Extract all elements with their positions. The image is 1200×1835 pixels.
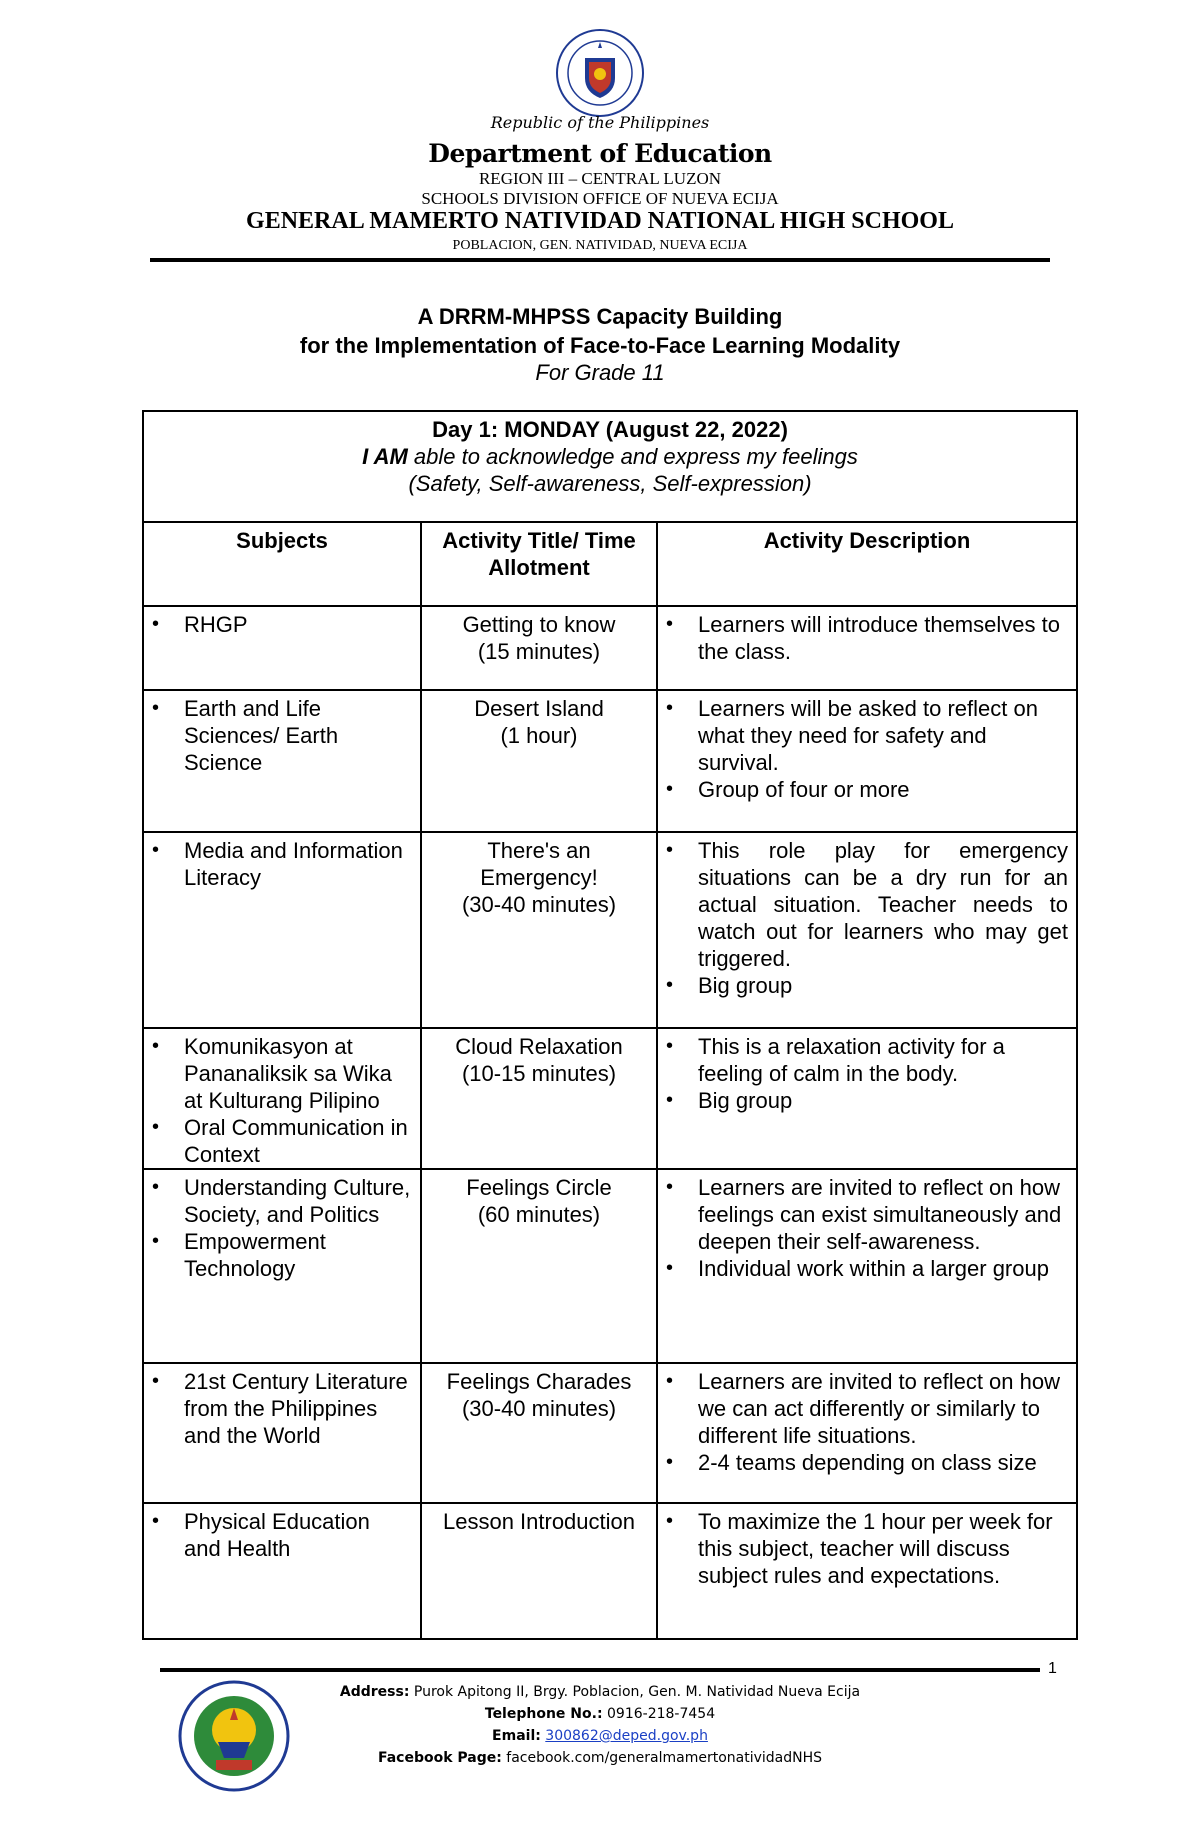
footer-email — [300, 1728, 900, 1744]
subjects-cell — [143, 1363, 421, 1503]
document-title: A DRRM-MHPSS Capacity Building — [417, 304, 783, 329]
activity-cell — [421, 1169, 657, 1363]
table-row — [143, 1363, 1077, 1503]
activity-time: (60 minutes) — [477, 1202, 601, 1227]
activity-title: Desert Island — [474, 696, 604, 721]
day-theme-emphasis: I AM — [362, 444, 408, 469]
footer-address — [300, 1684, 900, 1700]
description-cell — [657, 606, 1077, 690]
description-item: • Learners are invited to reflect on how feelings can exist simultaneously and deepen their self-awareness. — [658, 1174, 1068, 1255]
subjects-cell — [143, 1028, 421, 1169]
department-heading: Department of Education — [428, 139, 772, 168]
activity-cell — [421, 1363, 657, 1503]
subjects-cell — [143, 832, 421, 1028]
table-row — [143, 832, 1077, 1028]
column-header-description: Activity Description — [657, 522, 1077, 606]
republic-heading: Republic of the Philippines — [490, 113, 710, 132]
deped-seal-logo — [555, 28, 645, 118]
header-divider — [150, 258, 1050, 262]
subject-item: • Empowerment Technology — [144, 1228, 412, 1282]
day-header-row — [143, 411, 1077, 522]
document-subtitle: for the Implementation of Face-to-Face Learning Modality — [299, 333, 901, 358]
description-item: • Learners will introduce themselves to the class. — [658, 611, 1068, 665]
email-link[interactable]: 300862@deped.gov.ph — [545, 1728, 708, 1744]
division-heading: SCHOOLS DIVISION OFFICE OF NUEVA ECIJA — [421, 189, 779, 208]
subjects-cell — [143, 690, 421, 832]
description-cell — [657, 1503, 1077, 1639]
description-item: • Learners are invited to reflect on how we can act differently or similarly to different life situations. — [658, 1368, 1068, 1449]
activity-time: (30-40 minutes) — [461, 1396, 617, 1421]
subjects-cell — [143, 606, 421, 690]
column-header-row — [143, 522, 1077, 606]
subject-item: • Komunikasyon at Pananaliksik sa Wika at Kulturang Pilipino — [144, 1033, 412, 1114]
description-item: • This role play for emergency situations can be a dry run for an actual situation. Teacher needs to watch out for learners who may get triggered. — [658, 837, 1068, 972]
activity-cell — [421, 1028, 657, 1169]
table-row — [143, 1028, 1077, 1169]
description-item: • This is a relaxation activity for a feeling of calm in the body. — [658, 1033, 1068, 1087]
description-cell — [657, 1028, 1077, 1169]
activity-time: (15 minutes) — [477, 639, 601, 664]
activity-cell — [421, 690, 657, 832]
region-heading: REGION III – CENTRAL LUZON — [478, 169, 722, 188]
description-item: • Big group — [658, 1087, 1068, 1114]
facebook-label: Facebook Page: — [377, 1750, 502, 1766]
subject-item: • Media and Information Literacy — [144, 837, 412, 891]
activity-title: Lesson Introduction — [442, 1509, 636, 1534]
day-values: (Safety, Self-awareness, Self-expression) — [408, 471, 812, 496]
description-item: • Big group — [658, 972, 1068, 999]
description-item: • 2-4 teams depending on class size — [658, 1449, 1068, 1476]
subjects-cell — [143, 1503, 421, 1639]
activity-time: (30-40 minutes) — [461, 892, 617, 917]
activity-time: (10-15 minutes) — [461, 1061, 617, 1086]
school-logo — [178, 1680, 290, 1792]
school-name: GENERAL MAMERTO NATIVIDAD NATIONAL HIGH SCHOOL — [246, 208, 954, 234]
column-header-subjects: Subjects — [143, 522, 421, 606]
column-header-activity: Activity Title/ Time Allotment — [421, 522, 657, 606]
table-row — [143, 1169, 1077, 1363]
subject-item: • Understanding Culture, Society, and Politics — [144, 1174, 412, 1228]
table-row — [143, 606, 1077, 690]
page-number: 1 — [1048, 1660, 1057, 1677]
activity-cell — [421, 1503, 657, 1639]
description-cell — [657, 1363, 1077, 1503]
activity-title: Feelings Charades — [446, 1369, 632, 1394]
email-label: Email: — [492, 1728, 541, 1744]
school-location: POBLACION, GEN. NATIVIDAD, NUEVA ECIJA — [452, 238, 748, 253]
description-item: • Individual work within a larger group — [658, 1255, 1068, 1282]
activity-time: (1 hour) — [500, 723, 578, 748]
footer-facebook — [300, 1750, 900, 1766]
schedule-table — [142, 410, 1078, 1640]
footer-telephone — [300, 1706, 900, 1722]
activity-title: Getting to know — [462, 612, 616, 637]
description-cell — [657, 690, 1077, 832]
day-title: Day 1: MONDAY (August 22, 2022) — [432, 417, 788, 442]
subject-item: • 21st Century Literature from the Philippines and the World — [144, 1368, 412, 1449]
address-label: Address: — [339, 1684, 410, 1700]
table-row — [143, 690, 1077, 832]
subject-item: • RHGP — [144, 611, 412, 638]
day-theme — [144, 443, 1076, 470]
footer-divider — [160, 1668, 1040, 1672]
description-item: • Learners will be asked to reflect on what they need for safety and survival. — [658, 695, 1068, 776]
table-row — [143, 1503, 1077, 1639]
activity-title: Feelings Circle — [466, 1175, 612, 1200]
subject-item: • Earth and Life Sciences/ Earth Science — [144, 695, 412, 776]
grade-level: For Grade 11 — [535, 360, 665, 385]
activity-title: Cloud Relaxation — [455, 1034, 623, 1059]
telephone-label: Telephone No.: — [484, 1706, 603, 1722]
description-item: • Group of four or more — [658, 776, 1068, 803]
activity-title: There's an Emergency! — [480, 838, 598, 890]
activity-cell — [421, 606, 657, 690]
facebook-value: facebook.com/generalmamertonatividadNHS — [501, 1750, 823, 1766]
subject-item: • Physical Education and Health — [144, 1508, 412, 1562]
address-value: Purok Apitong II, Brgy. Poblacion, Gen. M. Natividad Nueva Ecija — [409, 1684, 861, 1700]
telephone-value: 0916-218-7454 — [602, 1706, 716, 1722]
activity-cell — [421, 832, 657, 1028]
description-cell — [657, 1169, 1077, 1363]
subject-item: • Oral Communication in Context — [144, 1114, 412, 1168]
day-header — [143, 411, 1077, 522]
description-cell — [657, 832, 1077, 1028]
subjects-cell — [143, 1169, 421, 1363]
description-item: • To maximize the 1 hour per week for this subject, teacher will discuss subject rules and expectations. — [658, 1508, 1068, 1589]
day-theme-text: able to acknowledge and express my feelings — [407, 444, 858, 469]
